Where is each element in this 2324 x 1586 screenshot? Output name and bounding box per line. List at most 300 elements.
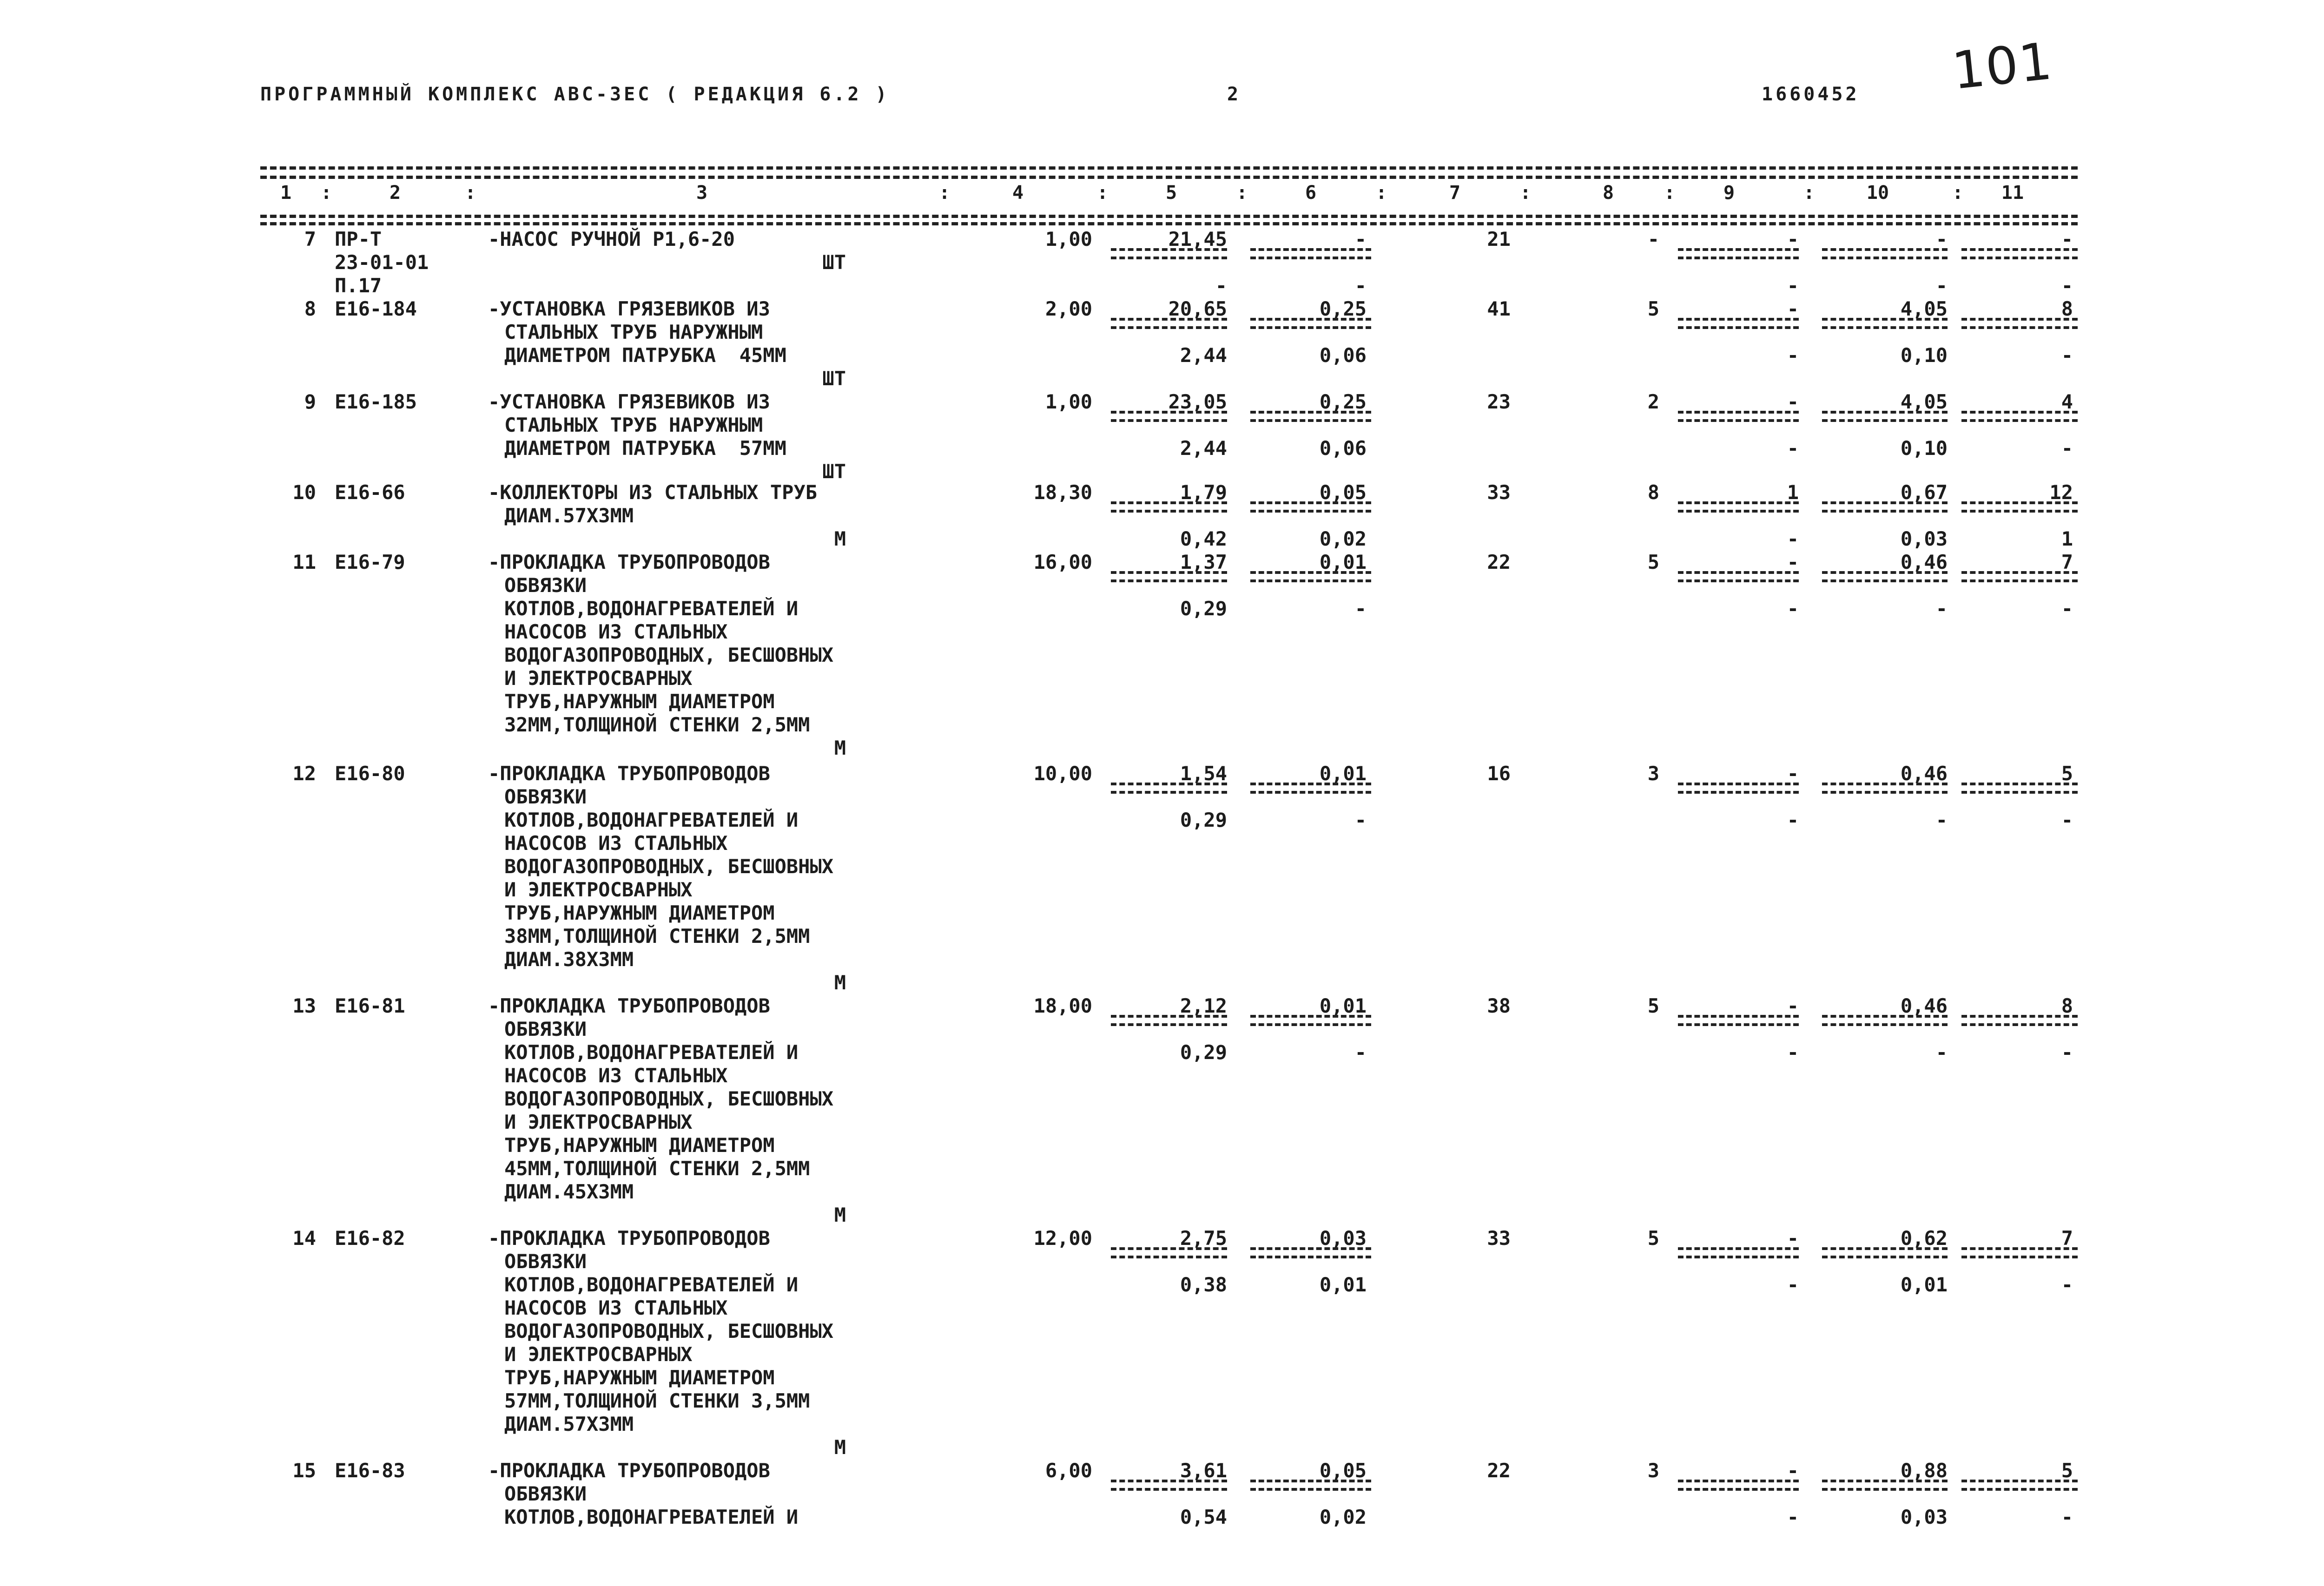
machine-wages: - — [1787, 809, 1799, 831]
machine-wages: - — [1787, 1506, 1799, 1528]
unit-cost-wages: - — [1215, 274, 1227, 297]
fraction-divider-2 — [1250, 318, 1371, 321]
fraction-divider-2 — [1961, 783, 2078, 785]
work-description-line: ОБВЯЗКИ — [504, 1250, 587, 1273]
quantity: 10,00 — [1033, 762, 1092, 785]
unit-cost-total: 1,54 — [1180, 762, 1227, 785]
machine-labor-total: - — [2061, 1506, 2073, 1528]
rate-code: Е16-66 — [335, 481, 405, 504]
fraction-divider — [1961, 579, 2078, 582]
fraction-divider-2 — [1822, 1247, 1948, 1250]
fraction-divider-2 — [1822, 248, 1948, 251]
machine-cost: - — [1787, 1459, 1799, 1482]
unit-cost-wages: 0,42 — [1180, 527, 1227, 550]
machine-labor-per-unit: - — [1935, 1041, 1948, 1064]
fraction-divider-2 — [1961, 1480, 2078, 1482]
work-description-line: И ЭЛЕКТРОСВАРНЫХ — [504, 1111, 693, 1133]
labor-per-unit: 0,46 — [1900, 762, 1948, 785]
fraction-divider — [1111, 510, 1227, 513]
quantity: 1,00 — [1045, 228, 1092, 250]
rate-code: Е16-185 — [335, 390, 417, 413]
quantity: 16,00 — [1033, 551, 1092, 573]
work-description-line: ДИАМЕТРОМ ПАТРУБКА 45ММ — [504, 344, 786, 367]
column-header-2: 2 — [389, 182, 401, 204]
row-number: 15 — [292, 1459, 316, 1482]
work-description-line: И ЭЛЕКТРОСВАРНЫХ — [504, 1343, 693, 1366]
column-header-8: 8 — [1602, 182, 1614, 204]
rate-code: Е16-184 — [335, 297, 417, 320]
row-number: 9 — [304, 390, 316, 413]
unit-cost-machines: 0,01 — [1319, 994, 1367, 1017]
fraction-divider-2 — [1678, 318, 1799, 321]
row-number: 10 — [292, 481, 316, 504]
work-description-line: ВОДОГАЗОПРОВОДНЫХ, БЕСШОВНЫХ — [504, 1087, 834, 1110]
machine-cost: - — [1787, 390, 1799, 413]
column-header-11: 11 — [2001, 182, 2024, 204]
unit-of-measure: М — [834, 971, 846, 994]
fraction-divider-2 — [1678, 411, 1799, 414]
column-header-1: 1 — [280, 182, 292, 204]
unit-cost-machine-wages: - — [1354, 809, 1367, 831]
work-description-line: КОТЛОВ,ВОДОНАГРЕВАТЕЛЕЙ И — [504, 1041, 799, 1064]
labor-per-unit: 0,46 — [1900, 994, 1948, 1017]
column-header-4: 4 — [1012, 182, 1024, 204]
fraction-divider — [1822, 1256, 1948, 1258]
fraction-divider — [1250, 791, 1371, 794]
unit-cost-machine-wages: 0,02 — [1319, 527, 1367, 550]
fraction-divider — [1250, 1488, 1371, 1491]
machine-cost: - — [1787, 228, 1799, 250]
work-description-line: ДИАМ.38Х3ММ — [504, 948, 634, 971]
work-description-line: 45ММ,ТОЛЩИНОЙ СТЕНКИ 2,5ММ — [504, 1157, 810, 1180]
machine-labor-per-unit: - — [1935, 597, 1948, 620]
unit-cost-total: 3,61 — [1180, 1459, 1227, 1482]
work-description-line: КОТЛОВ,ВОДОНАГРЕВАТЕЛЕЙ И — [504, 1506, 799, 1528]
fraction-divider-2 — [1678, 1247, 1799, 1250]
fraction-divider — [1678, 791, 1799, 794]
fraction-divider-2 — [1111, 1247, 1227, 1250]
work-description-line: ТРУБ,НАРУЖНЫМ ДИАМЕТРОМ — [504, 1366, 775, 1389]
fraction-divider-2 — [1678, 571, 1799, 574]
fraction-divider — [1961, 1256, 2078, 1258]
total-cost: 23 — [1487, 390, 1511, 413]
fraction-divider — [1822, 791, 1948, 794]
fraction-divider — [1822, 1023, 1948, 1026]
labor-total: 5 — [2061, 762, 2073, 785]
unit-cost-total: 2,75 — [1180, 1227, 1227, 1250]
work-description-line: -УСТАНОВКА ГРЯЗЕВИКОВ ИЗ — [488, 390, 770, 413]
labor-per-unit: 0,67 — [1900, 481, 1948, 504]
fraction-divider-2 — [1250, 571, 1371, 574]
labor-total: 8 — [2061, 994, 2073, 1017]
wages: - — [1647, 228, 1659, 250]
total-cost: 33 — [1487, 1227, 1511, 1250]
machine-cost: - — [1787, 551, 1799, 573]
work-description-line: И ЭЛЕКТРОСВАРНЫХ — [504, 667, 693, 690]
fraction-divider — [1678, 1488, 1799, 1491]
fraction-divider — [1250, 1023, 1371, 1026]
machine-labor-total: - — [2061, 597, 2073, 620]
column-separator: : — [321, 182, 332, 204]
fraction-divider — [1111, 1256, 1227, 1258]
column-separator: : — [1376, 182, 1387, 204]
fraction-divider — [1250, 326, 1371, 329]
machine-labor-per-unit: - — [1935, 274, 1948, 297]
row-number: 11 — [292, 551, 316, 573]
machine-wages: - — [1787, 527, 1799, 550]
unit-of-measure: ШТ — [822, 367, 846, 390]
column-separator: : — [1803, 182, 1815, 204]
machine-labor-total: - — [2061, 1041, 2073, 1064]
machine-wages: - — [1787, 344, 1799, 367]
work-description-line: -УСТАНОВКА ГРЯЗЕВИКОВ ИЗ — [488, 297, 770, 320]
column-separator: : — [1664, 182, 1676, 204]
machine-labor-per-unit: 0,01 — [1900, 1273, 1948, 1296]
unit-cost-wages: 0,29 — [1180, 597, 1227, 620]
header-bottom-rule — [260, 215, 2078, 218]
work-description-line: ОБВЯЗКИ — [504, 574, 587, 597]
unit-cost-machines: 0,01 — [1319, 762, 1367, 785]
labor-per-unit: 4,05 — [1900, 297, 1948, 320]
unit-cost-machines: 0,01 — [1319, 551, 1367, 573]
fraction-divider-2 — [1111, 1015, 1227, 1018]
total-cost: 41 — [1487, 297, 1511, 320]
column-separator: : — [1952, 182, 1964, 204]
unit-of-measure: М — [834, 527, 846, 550]
work-description-line: ТРУБ,НАРУЖНЫМ ДИАМЕТРОМ — [504, 902, 775, 924]
unit-cost-total: 1,37 — [1180, 551, 1227, 573]
fraction-divider-2 — [1961, 501, 2078, 504]
fraction-divider-2 — [1250, 501, 1371, 504]
work-description-line: -КОЛЛЕКТОРЫ ИЗ СТАЛЬНЫХ ТРУБ — [488, 481, 818, 504]
unit-cost-wages: 0,38 — [1180, 1273, 1227, 1296]
fraction-divider — [1250, 579, 1371, 582]
fraction-divider-2 — [1822, 1480, 1948, 1482]
work-description-line: НАСОСОВ ИЗ СТАЛЬНЫХ — [504, 620, 728, 643]
table-top-rule-2 — [260, 176, 2078, 179]
unit-of-measure: М — [834, 1436, 846, 1459]
fraction-divider — [1678, 579, 1799, 582]
labor-total: 12 — [2049, 481, 2073, 504]
wages: 5 — [1647, 1227, 1659, 1250]
machine-wages: - — [1787, 597, 1799, 620]
fraction-divider — [1961, 326, 2078, 329]
fraction-divider — [1961, 1023, 2078, 1026]
quantity: 18,30 — [1033, 481, 1092, 504]
fraction-divider-2 — [1961, 248, 2078, 251]
row-number: 8 — [304, 297, 316, 320]
wages: 3 — [1647, 1459, 1659, 1482]
machine-labor-total: - — [2061, 344, 2073, 367]
labor-total: 7 — [2061, 1227, 2073, 1250]
work-description-line: 57ММ,ТОЛЩИНОЙ СТЕНКИ 3,5ММ — [504, 1389, 810, 1412]
row-number: 13 — [292, 994, 316, 1017]
fraction-divider — [1961, 419, 2078, 422]
work-description-line: ДИАМ.57Х3ММ — [504, 1413, 634, 1435]
fraction-divider-2 — [1822, 1015, 1948, 1018]
unit-cost-wages: 0,54 — [1180, 1506, 1227, 1528]
machine-labor-total: - — [2061, 1273, 2073, 1296]
work-description-line: ДИАМ.57Х3ММ — [504, 504, 634, 527]
fraction-divider-2 — [1250, 1015, 1371, 1018]
unit-of-measure: ШТ — [822, 460, 846, 483]
machine-labor-per-unit: 0,03 — [1900, 527, 1948, 550]
fraction-divider — [1961, 257, 2078, 259]
unit-of-measure: ШТ — [822, 251, 846, 274]
work-description-line: ОБВЯЗКИ — [504, 1482, 587, 1505]
wages: 3 — [1647, 762, 1659, 785]
work-description-line: -ПРОКЛАДКА ТРУБОПРОВОДОВ — [488, 1227, 770, 1250]
fraction-divider — [1250, 419, 1371, 422]
fraction-divider — [1250, 1256, 1371, 1258]
labor-per-unit: 0,46 — [1900, 551, 1948, 573]
machine-labor-per-unit: 0,10 — [1900, 344, 1948, 367]
work-description-line: НАСОСОВ ИЗ СТАЛЬНЫХ — [504, 1064, 728, 1087]
unit-cost-machines: 0,05 — [1319, 1459, 1367, 1482]
unit-cost-machine-wages: 0,06 — [1319, 437, 1367, 460]
fraction-divider-2 — [1678, 248, 1799, 251]
machine-wages: - — [1787, 1273, 1799, 1296]
fraction-divider-2 — [1961, 318, 2078, 321]
fraction-divider-2 — [1111, 248, 1227, 251]
column-header-7: 7 — [1449, 182, 1461, 204]
row-number: 14 — [292, 1227, 316, 1250]
fraction-divider — [1678, 1256, 1799, 1258]
quantity: 18,00 — [1033, 994, 1092, 1017]
header-bottom-rule-2 — [260, 222, 2078, 225]
fraction-divider — [1678, 419, 1799, 422]
machine-cost: - — [1787, 762, 1799, 785]
fraction-divider-2 — [1678, 1015, 1799, 1018]
unit-cost-machines: 0,05 — [1319, 481, 1367, 504]
unit-cost-wages: 2,44 — [1180, 344, 1227, 367]
program-title: ПРОГРАММНЫЙ КОМПЛЕКС АВС-3ЕС ( РЕДАКЦИЯ 6.2 ) — [260, 84, 890, 105]
unit-cost-machine-wages: 0,06 — [1319, 344, 1367, 367]
unit-cost-machines: 0,25 — [1319, 390, 1367, 413]
row-number: 12 — [292, 762, 316, 785]
total-cost: 16 — [1487, 762, 1511, 785]
machine-wages: - — [1787, 1041, 1799, 1064]
unit-cost-machines: 0,03 — [1319, 1227, 1367, 1250]
quantity: 1,00 — [1045, 390, 1092, 413]
unit-cost-total: 23,05 — [1168, 390, 1227, 413]
fraction-divider-2 — [1822, 411, 1948, 414]
total-cost: 22 — [1487, 551, 1511, 573]
column-separator: : — [1236, 182, 1248, 204]
labor-total: 5 — [2061, 1459, 2073, 1482]
work-description-line: НАСОСОВ ИЗ СТАЛЬНЫХ — [504, 832, 728, 855]
rate-code: Е16-81 — [335, 994, 405, 1017]
fraction-divider-2 — [1250, 248, 1371, 251]
machine-cost: 1 — [1787, 481, 1799, 504]
fraction-divider-2 — [1822, 318, 1948, 321]
fraction-divider — [1250, 510, 1371, 513]
work-description-line: 32ММ,ТОЛЩИНОЙ СТЕНКИ 2,5ММ — [504, 713, 810, 736]
wages: 5 — [1647, 551, 1659, 573]
machine-cost: - — [1787, 1227, 1799, 1250]
total-cost: 22 — [1487, 1459, 1511, 1482]
fraction-divider — [1111, 1023, 1227, 1026]
work-description-line: ОБВЯЗКИ — [504, 1018, 587, 1040]
total-cost: 38 — [1487, 994, 1511, 1017]
quantity: 2,00 — [1045, 297, 1092, 320]
fraction-divider — [1111, 1488, 1227, 1491]
work-description-line: -НАСОС РУЧНОЙ Р1,6-20 — [488, 228, 735, 250]
unit-cost-wages: 0,29 — [1180, 809, 1227, 831]
fraction-divider-2 — [1961, 1247, 2078, 1250]
work-description-line: -ПРОКЛАДКА ТРУБОПРОВОДОВ — [488, 762, 770, 785]
work-description-line: КОТЛОВ,ВОДОНАГРЕВАТЕЛЕЙ И — [504, 597, 799, 620]
column-separator: : — [1097, 182, 1109, 204]
unit-cost-machine-wages: - — [1354, 1041, 1367, 1064]
work-description-line: -ПРОКЛАДКА ТРУБОПРОВОДОВ — [488, 551, 770, 573]
unit-cost-machine-wages: 0,01 — [1319, 1273, 1367, 1296]
work-description-line: НАСОСОВ ИЗ СТАЛЬНЫХ — [504, 1296, 728, 1319]
rate-code: Е16-80 — [335, 762, 405, 785]
work-description-line: ДИАМЕТРОМ ПАТРУБКА 57ММ — [504, 437, 786, 460]
fraction-divider — [1961, 1488, 2078, 1491]
work-description-line: ТРУБ,НАРУЖНЫМ ДИАМЕТРОМ — [504, 1134, 775, 1157]
machine-wages: - — [1787, 274, 1799, 297]
work-description-line: ДИАМ.45Х3ММ — [504, 1180, 634, 1203]
work-description-line: КОТЛОВ,ВОДОНАГРЕВАТЕЛЕЙ И — [504, 1273, 799, 1296]
labor-total: 7 — [2061, 551, 2073, 573]
fraction-divider-2 — [1678, 1480, 1799, 1482]
labor-per-unit: 4,05 — [1900, 390, 1948, 413]
labor-per-unit: - — [1935, 228, 1948, 250]
fraction-divider-2 — [1822, 501, 1948, 504]
unit-cost-machine-wages: 0,02 — [1319, 1506, 1367, 1528]
fraction-divider — [1111, 419, 1227, 422]
table-top-rule — [260, 166, 2078, 170]
rate-code: 23-01-01 — [335, 251, 429, 274]
fraction-divider-2 — [1250, 783, 1371, 785]
total-cost: 21 — [1487, 228, 1511, 250]
work-description-line: ОБВЯЗКИ — [504, 785, 587, 808]
unit-cost-total: 20,65 — [1168, 297, 1227, 320]
fraction-divider — [1678, 326, 1799, 329]
fraction-divider — [1822, 1488, 1948, 1491]
fraction-divider-2 — [1678, 501, 1799, 504]
row-number: 7 — [304, 228, 316, 250]
handwritten-sheet-number: 101 — [1949, 31, 2056, 101]
document-code: 1660452 — [1762, 84, 1860, 105]
work-description-line: КОТЛОВ,ВОДОНАГРЕВАТЕЛЕЙ И — [504, 809, 799, 831]
total-cost: 33 — [1487, 481, 1511, 504]
rate-code: Е16-83 — [335, 1459, 405, 1482]
labor-per-unit: 0,62 — [1900, 1227, 1948, 1250]
column-separator: : — [939, 182, 951, 204]
unit-cost-machine-wages: - — [1354, 597, 1367, 620]
machine-cost: - — [1787, 994, 1799, 1017]
labor-total: 8 — [2061, 297, 2073, 320]
fraction-divider-2 — [1250, 1247, 1371, 1250]
unit-cost-total: 1,79 — [1180, 481, 1227, 504]
column-header-3: 3 — [696, 182, 708, 204]
labor-total: - — [2061, 228, 2073, 250]
fraction-divider — [1961, 510, 2078, 513]
page-number: 2 — [1227, 84, 1241, 105]
machine-cost: - — [1787, 297, 1799, 320]
unit-cost-machines: - — [1354, 228, 1367, 250]
fraction-divider-2 — [1961, 1015, 2078, 1018]
fraction-divider-2 — [1111, 783, 1227, 785]
fraction-divider-2 — [1250, 1480, 1371, 1482]
fraction-divider-2 — [1678, 783, 1799, 785]
quantity: 12,00 — [1033, 1227, 1092, 1250]
fraction-divider-2 — [1111, 318, 1227, 321]
fraction-divider — [1111, 791, 1227, 794]
fraction-divider-2 — [1822, 571, 1948, 574]
fraction-divider — [1961, 791, 2078, 794]
unit-cost-wages: 0,29 — [1180, 1041, 1227, 1064]
wages: 5 — [1647, 297, 1659, 320]
unit-cost-total: 2,12 — [1180, 994, 1227, 1017]
machine-labor-total: - — [2061, 437, 2073, 460]
column-header-9: 9 — [1723, 182, 1735, 204]
work-description-line: -ПРОКЛАДКА ТРУБОПРОВОДОВ — [488, 994, 770, 1017]
fraction-divider — [1111, 326, 1227, 329]
work-description-line: -ПРОКЛАДКА ТРУБОПРОВОДОВ — [488, 1459, 770, 1482]
fraction-divider — [1678, 1023, 1799, 1026]
quantity: 6,00 — [1045, 1459, 1092, 1482]
fraction-divider — [1250, 257, 1371, 259]
machine-wages: - — [1787, 437, 1799, 460]
labor-total: 4 — [2061, 390, 2073, 413]
column-header-6: 6 — [1305, 182, 1317, 204]
column-separator: : — [465, 182, 476, 204]
unit-cost-total: 21,45 — [1168, 228, 1227, 250]
unit-cost-wages: 2,44 — [1180, 437, 1227, 460]
unit-of-measure: М — [834, 737, 846, 759]
machine-labor-per-unit: 0,10 — [1900, 437, 1948, 460]
fraction-divider — [1678, 257, 1799, 259]
wages: 8 — [1647, 481, 1659, 504]
fraction-divider-2 — [1111, 1480, 1227, 1482]
fraction-divider — [1822, 257, 1948, 259]
work-description-line: ВОДОГАЗОПРОВОДНЫХ, БЕСШОВНЫХ — [504, 1320, 834, 1343]
column-header-10: 10 — [1866, 182, 1889, 204]
unit-cost-machines: 0,25 — [1319, 297, 1367, 320]
column-separator: : — [1520, 182, 1532, 204]
fraction-divider-2 — [1961, 571, 2078, 574]
work-description-line: СТАЛЬНЫХ ТРУБ НАРУЖНЫМ — [504, 321, 763, 343]
machine-labor-total: - — [2061, 274, 2073, 297]
work-description-line: ТРУБ,НАРУЖНЫМ ДИАМЕТРОМ — [504, 690, 775, 713]
work-description-line: 38ММ,ТОЛЩИНОЙ СТЕНКИ 2,5ММ — [504, 925, 810, 948]
rate-code: П.17 — [335, 274, 382, 297]
column-header-5: 5 — [1165, 182, 1177, 204]
rate-code: Е16-82 — [335, 1227, 405, 1250]
fraction-divider-2 — [1111, 571, 1227, 574]
fraction-divider — [1111, 257, 1227, 259]
unit-cost-machine-wages: - — [1354, 274, 1367, 297]
fraction-divider-2 — [1822, 783, 1948, 785]
fraction-divider — [1678, 510, 1799, 513]
unit-of-measure: М — [834, 1204, 846, 1226]
fraction-divider — [1822, 579, 1948, 582]
fraction-divider-2 — [1961, 411, 2078, 414]
wages: 2 — [1647, 390, 1659, 413]
work-description-line: СТАЛЬНЫХ ТРУБ НАРУЖНЫМ — [504, 414, 763, 436]
machine-labor-total: - — [2061, 809, 2073, 831]
column-header-row — [0, 182, 2324, 210]
labor-per-unit: 0,88 — [1900, 1459, 1948, 1482]
machine-labor-per-unit: - — [1935, 809, 1948, 831]
fraction-divider-2 — [1250, 411, 1371, 414]
fraction-divider-2 — [1111, 501, 1227, 504]
fraction-divider — [1822, 510, 1948, 513]
